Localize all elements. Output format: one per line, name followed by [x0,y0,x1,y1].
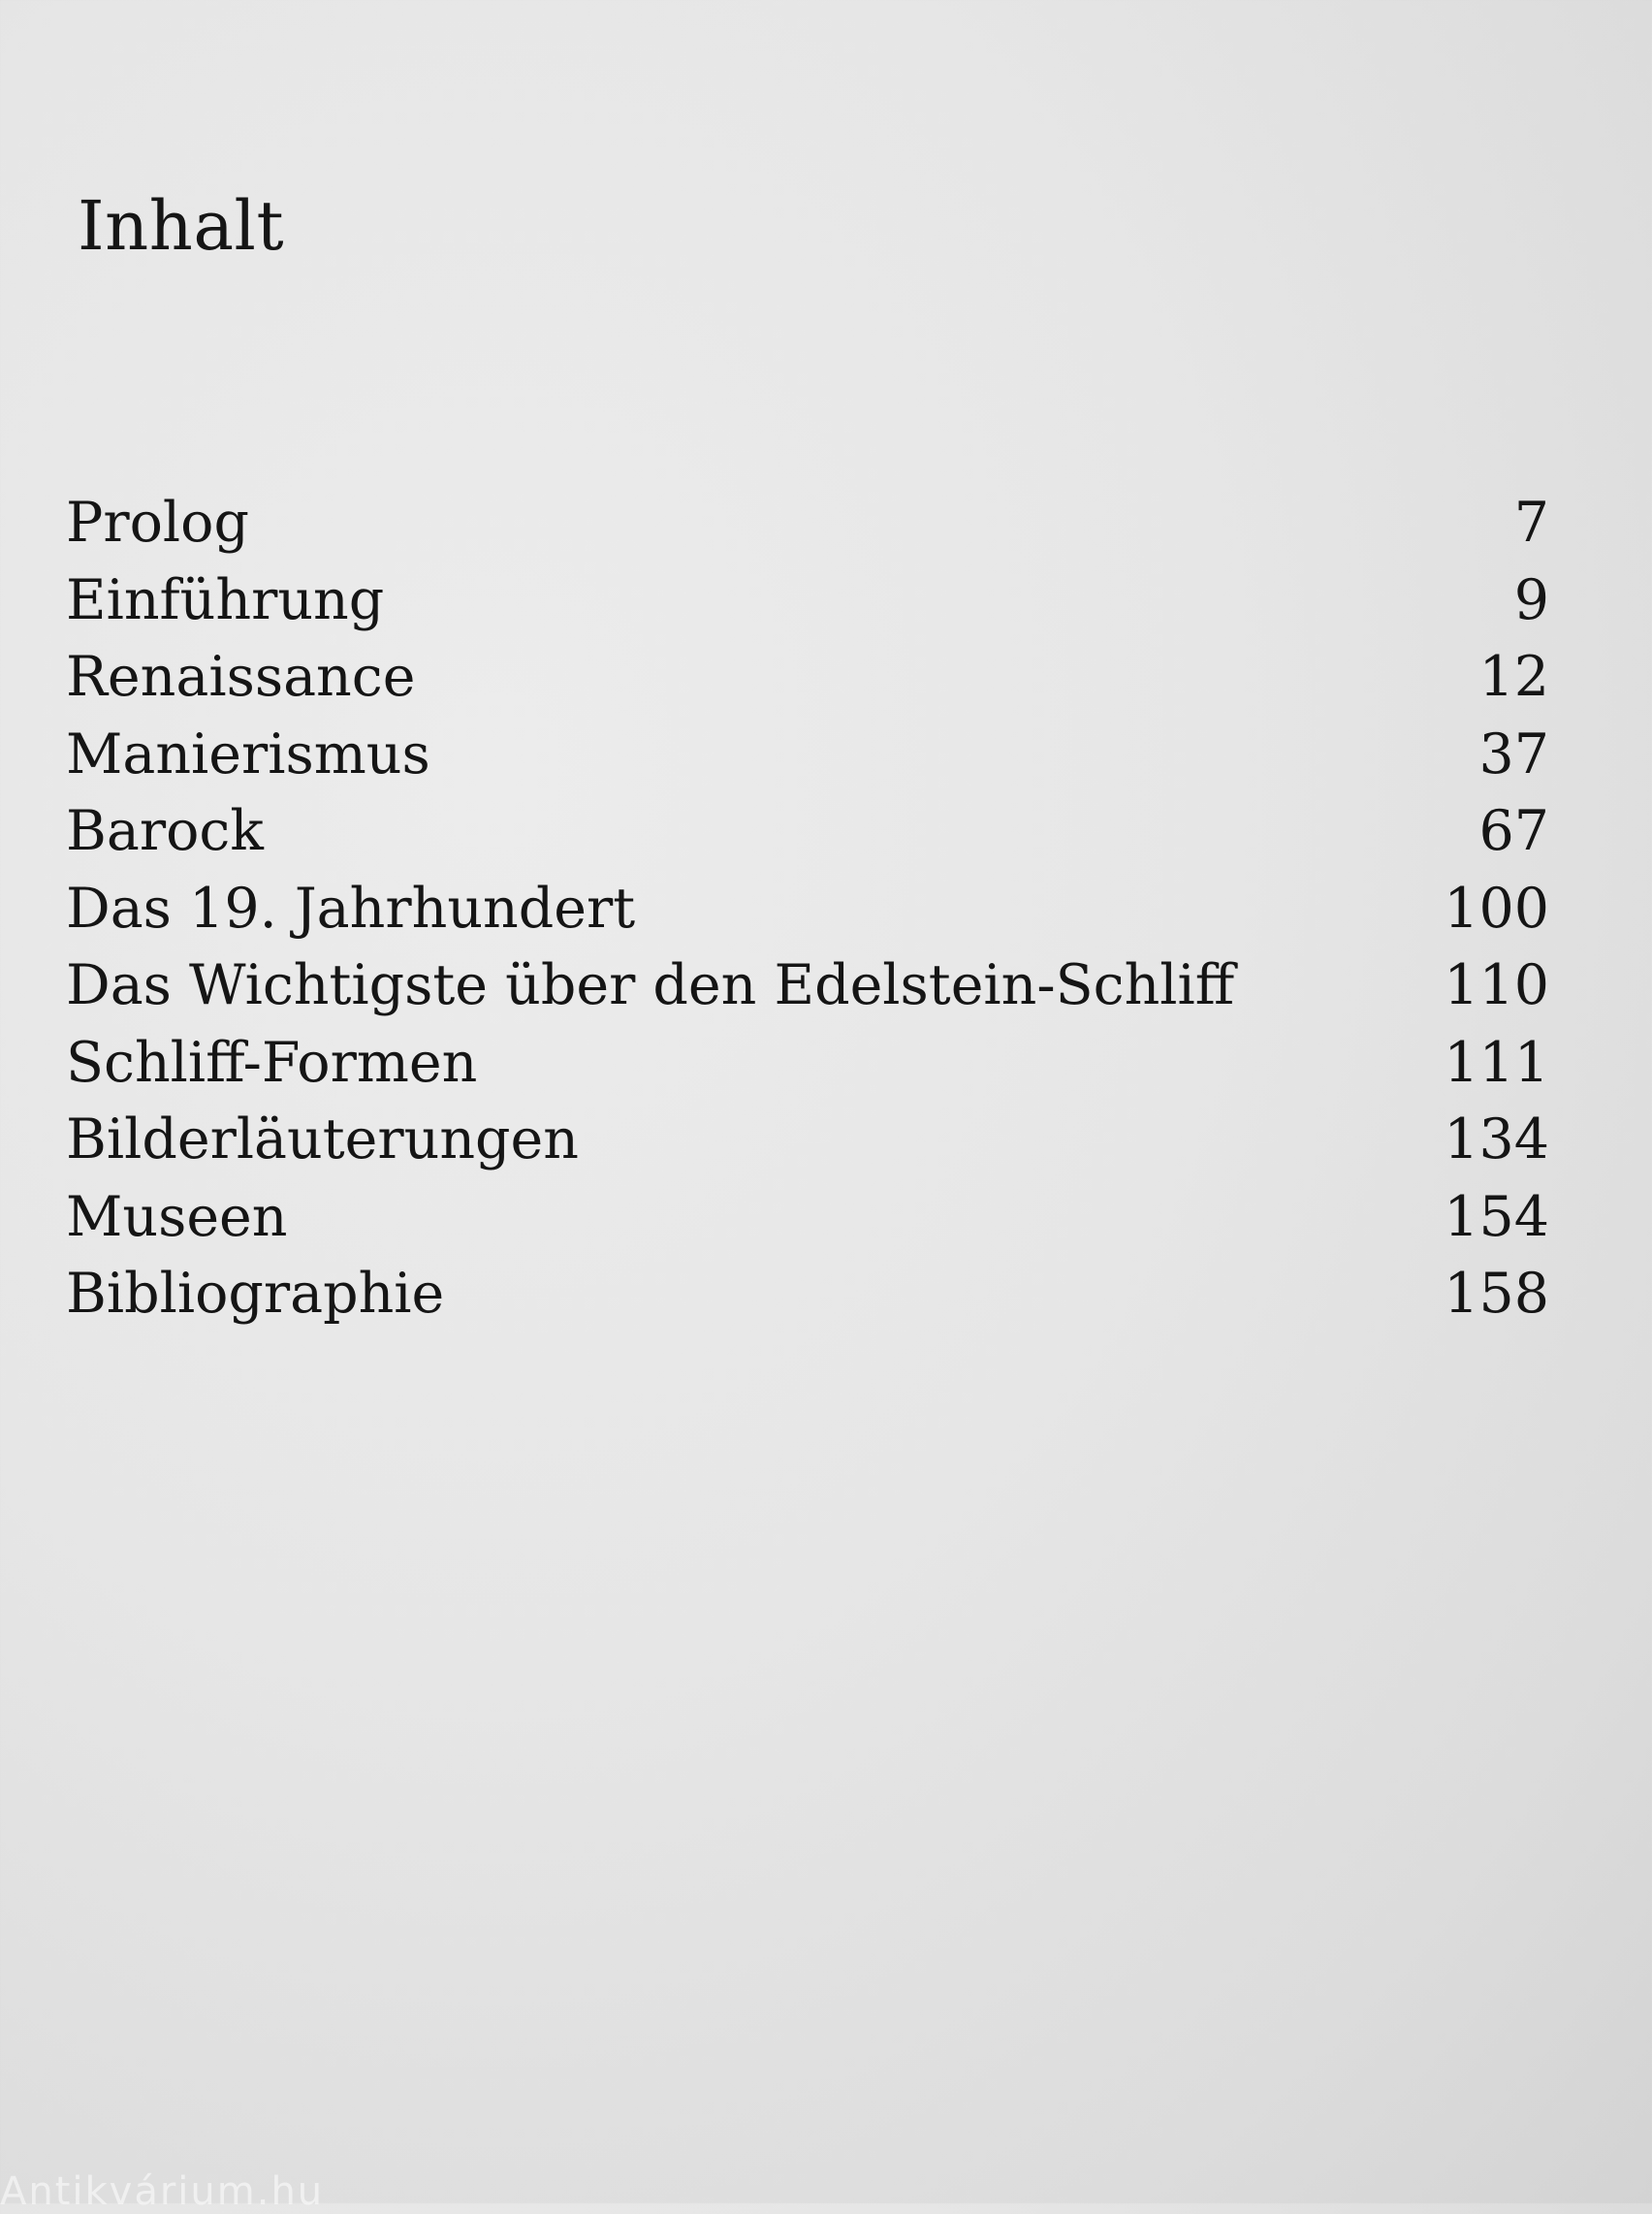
toc-entry [66,562,1549,640]
toc-entry-page: 7 [1513,491,1549,555]
toc-entry-page: 9 [1513,567,1549,632]
toc-entry-title: Museen [66,1184,288,1249]
toc-entry [66,1102,1549,1179]
toc-entry [66,947,1549,1025]
toc-entry [66,1179,1549,1257]
toc-entry [66,1025,1549,1103]
toc-entry-title: Einführung [66,567,385,632]
toc-entry-page: 110 [1444,953,1549,1017]
page-title: Inhalt [78,186,285,266]
table-of-contents [66,485,1549,1333]
toc-entry-title: Renaissance [66,645,416,709]
toc-entry [66,639,1549,717]
toc-entry-page: 12 [1478,645,1549,709]
toc-entry-page: 37 [1478,722,1549,786]
toc-entry-page: 111 [1444,1030,1549,1095]
toc-entry-title: Barock [66,799,264,863]
toc-entry-title: Bibliographie [66,1262,445,1326]
toc-entry-title: Das Wichtigste über den Edelstein-Schliff [66,953,1235,1017]
toc-entry [66,485,1549,562]
toc-entry-page: 158 [1444,1262,1549,1326]
toc-entry [66,793,1549,871]
toc-entry [66,717,1549,794]
toc-entry-page: 134 [1444,1107,1549,1171]
watermark: Antikvárium.hu [0,2169,325,2214]
toc-entry [66,1256,1549,1333]
toc-entry [66,871,1549,948]
toc-entry-title: Schliff-Formen [66,1030,478,1095]
toc-entry-title: Bilderläuterungen [66,1107,579,1171]
toc-entry-title: Manierismus [66,722,430,786]
toc-entry-page: 100 [1444,876,1549,941]
toc-entry-page: 67 [1478,799,1549,863]
toc-entry-page: 154 [1444,1184,1549,1249]
toc-entry-title: Prolog [66,491,249,555]
toc-entry-title: Das 19. Jahrhundert [66,876,636,941]
